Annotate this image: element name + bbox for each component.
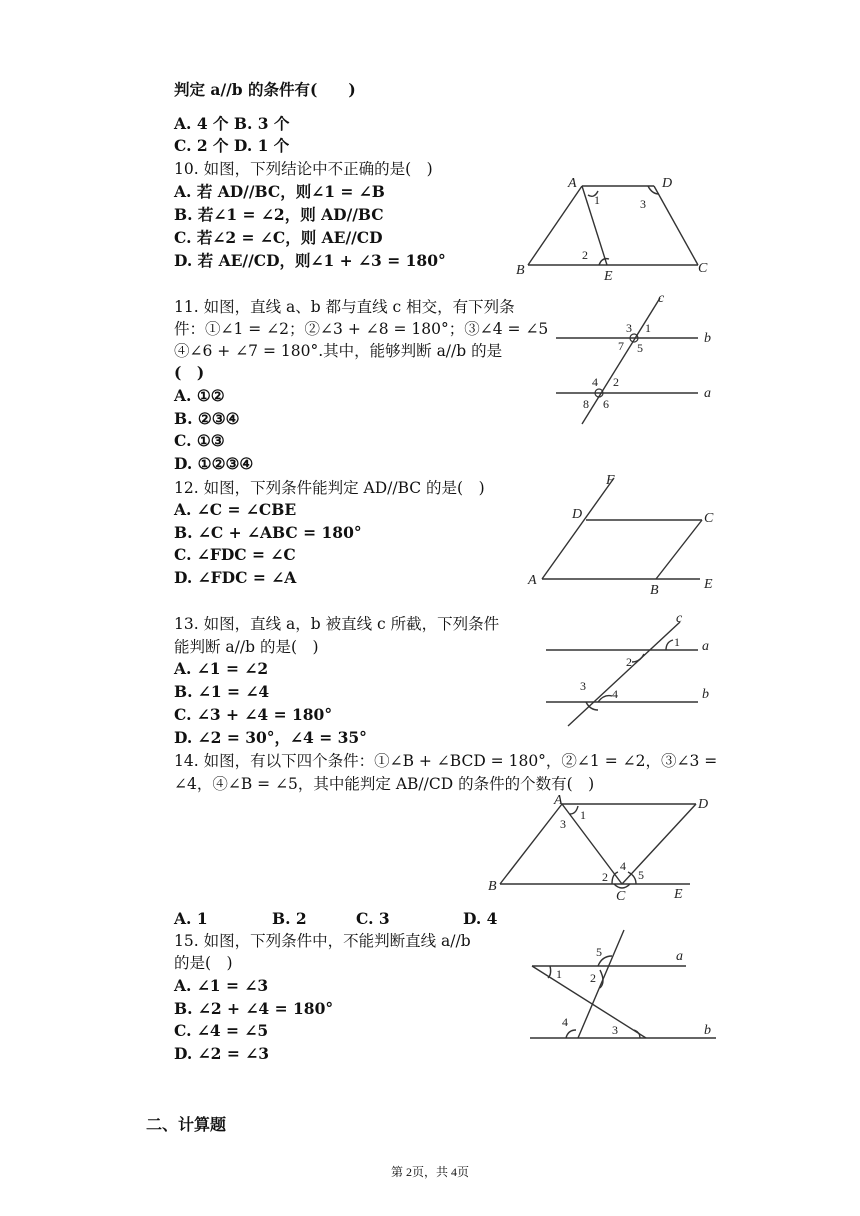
q14-label-B: B	[488, 879, 497, 894]
q11-stem-line2: 件：①∠1 = ∠2；②∠3 + ∠8 = 180°；③∠4 = ∠5	[174, 320, 549, 338]
q11-stem-line4: ( )	[174, 363, 205, 382]
q10-label-E: E	[604, 269, 613, 284]
q12-figure	[520, 470, 720, 598]
q12-option-d: D. ∠FDC = ∠A	[174, 568, 297, 587]
q11-angle-8: 8	[583, 397, 589, 411]
q11-option-a: A. ①②	[174, 386, 225, 405]
q14-angle-4: 4	[620, 859, 626, 873]
q10-stem: 10. 如图，下列结论中不正确的是( )	[174, 160, 433, 178]
q15-stem-line1: 15. 如图，下列条件中，不能判断直线 a//b	[174, 932, 471, 950]
q15-option-b: B. ∠2 + ∠4 = 180°	[174, 999, 334, 1018]
q10-label-A: A	[568, 176, 577, 191]
q9-stem: 判定 a//b 的条件有( )	[174, 80, 356, 99]
q15-option-d: D. ∠2 = ∠3	[174, 1044, 270, 1063]
q12-label-A: A	[528, 573, 537, 588]
q13-label-b: b	[702, 687, 709, 702]
page-footer: 第 2页，共 4页	[390, 1165, 469, 1179]
q15-option-a: A. ∠1 = ∠3	[174, 976, 269, 995]
q13-angle-3: 3	[580, 679, 586, 693]
q11-stem-line3: ④∠6 + ∠7 = 180°.其中，能够判断 a//b 的是	[174, 342, 503, 360]
q13-stem-line1: 13. 如图，直线 a，b 被直线 c 所截，下列条件	[174, 615, 500, 633]
q10-option-c: C. 若∠2 = ∠C，则 AE//CD	[174, 228, 383, 247]
q11-angle-4: 4	[592, 375, 598, 389]
q12-option-c: C. ∠FDC = ∠C	[174, 545, 296, 564]
q10-label-B: B	[516, 263, 525, 278]
q10-option-a: A. 若 AD//BC，则∠1 = ∠B	[174, 182, 385, 201]
section-heading-calculation: 二、计算题	[146, 1115, 227, 1134]
q15-angle-1: 1	[556, 967, 562, 981]
q10-label-D: D	[662, 176, 673, 191]
q11-angle-6: 6	[603, 397, 609, 411]
q11-option-c: C. ①③	[174, 431, 225, 450]
q14-label-E: E	[674, 887, 683, 902]
q15-angle-5: 5	[596, 945, 602, 959]
q13-label-a: a	[702, 639, 709, 654]
q15-option-c: C. ∠4 = ∠5	[174, 1021, 269, 1040]
q11-label-a: a	[704, 386, 711, 401]
q12-stem: 12. 如图，下列条件能判定 AD//BC 的是( )	[174, 479, 485, 497]
q14-angle-2: 2	[602, 870, 608, 884]
q10-figure	[510, 170, 720, 285]
q13-angle-4: 4	[612, 687, 618, 701]
q13-stem-line2: 能判断 a//b 的是( )	[174, 638, 319, 656]
q11-label-b: b	[704, 331, 711, 346]
q14-figure	[486, 792, 716, 904]
q12-label-B: B	[650, 583, 659, 598]
q15-stem-line2: 的是( )	[174, 954, 233, 972]
q9-option-ab: A. 4 个 B. 3 个	[174, 114, 290, 133]
q15-label-b: b	[704, 1023, 711, 1038]
q13-option-d: D. ∠2 = 30°，∠4 = 35°	[174, 728, 367, 747]
q14-label-A: A	[554, 793, 563, 808]
q11-angle-5: 5	[637, 341, 643, 355]
q14-option-b: B. 2	[272, 909, 307, 928]
q11-angle-3: 3	[626, 321, 632, 335]
q14-label-C: C	[616, 889, 626, 904]
q15-figure	[526, 926, 720, 1044]
q14-stem-line1: 14. 如图，有以下四个条件：①∠B + ∠BCD = 180°，②∠1 = ∠2，③∠3 =	[174, 752, 718, 770]
q12-label-C: C	[704, 511, 714, 526]
q10-option-b: B. 若∠1 = ∠2，则 AD//BC	[174, 205, 384, 224]
q15-label-a: a	[676, 949, 683, 964]
q14-option-c: C. 3	[356, 909, 390, 928]
q11-option-d: D. ①②③④	[174, 454, 254, 473]
q10-angle-3: 3	[640, 197, 646, 211]
q15-angle-4: 4	[562, 1015, 568, 1029]
q11-label-c: c	[658, 291, 665, 306]
q14-option-d: D. 4	[463, 909, 498, 928]
q11-option-b: B. ②③④	[174, 409, 240, 428]
q14-angle-5: 5	[638, 868, 644, 882]
q10-angle-1: 1	[594, 193, 600, 207]
q11-stem-line1: 11. 如图，直线 a、b 都与直线 c 相交，有下列条	[174, 298, 515, 316]
q10-option-d: D. 若 AE//CD，则∠1 + ∠3 = 180°	[174, 251, 446, 270]
q11-angle-1: 1	[645, 321, 651, 335]
q12-label-E: E	[704, 577, 713, 592]
q12-option-a: A. ∠C = ∠CBE	[174, 500, 297, 519]
q14-angle-3: 3	[560, 817, 566, 831]
q13-angle-2: 2	[626, 655, 632, 669]
q13-option-c: C. ∠3 + ∠4 = 180°	[174, 705, 333, 724]
q12-option-b: B. ∠C + ∠ABC = 180°	[174, 523, 362, 542]
q12-label-D: D	[572, 507, 583, 522]
q11-angle-7: 7	[618, 339, 624, 353]
q10-label-C: C	[698, 261, 708, 276]
q9-option-cd: C. 2 个 D. 1 个	[174, 136, 290, 155]
q14-option-a: A. 1	[174, 909, 208, 928]
q13-angle-1: 1	[674, 635, 680, 649]
q13-figure	[540, 612, 720, 732]
q14-label-D: D	[698, 797, 709, 812]
q14-angle-1: 1	[580, 808, 586, 822]
q15-angle-2: 2	[590, 971, 596, 985]
q11-angle-2: 2	[613, 375, 619, 389]
q11-figure	[548, 292, 718, 432]
q10-angle-2: 2	[582, 248, 588, 262]
q13-label-c: c	[676, 611, 683, 626]
q13-option-a: A. ∠1 = ∠2	[174, 659, 269, 678]
q13-option-b: B. ∠1 = ∠4	[174, 682, 270, 701]
q12-label-F: F	[606, 473, 615, 488]
q15-angle-3: 3	[612, 1023, 618, 1037]
q14-stem-line2: ∠4，④∠B = ∠5，其中能判定 AB//CD 的条件的个数有( )	[174, 775, 595, 793]
